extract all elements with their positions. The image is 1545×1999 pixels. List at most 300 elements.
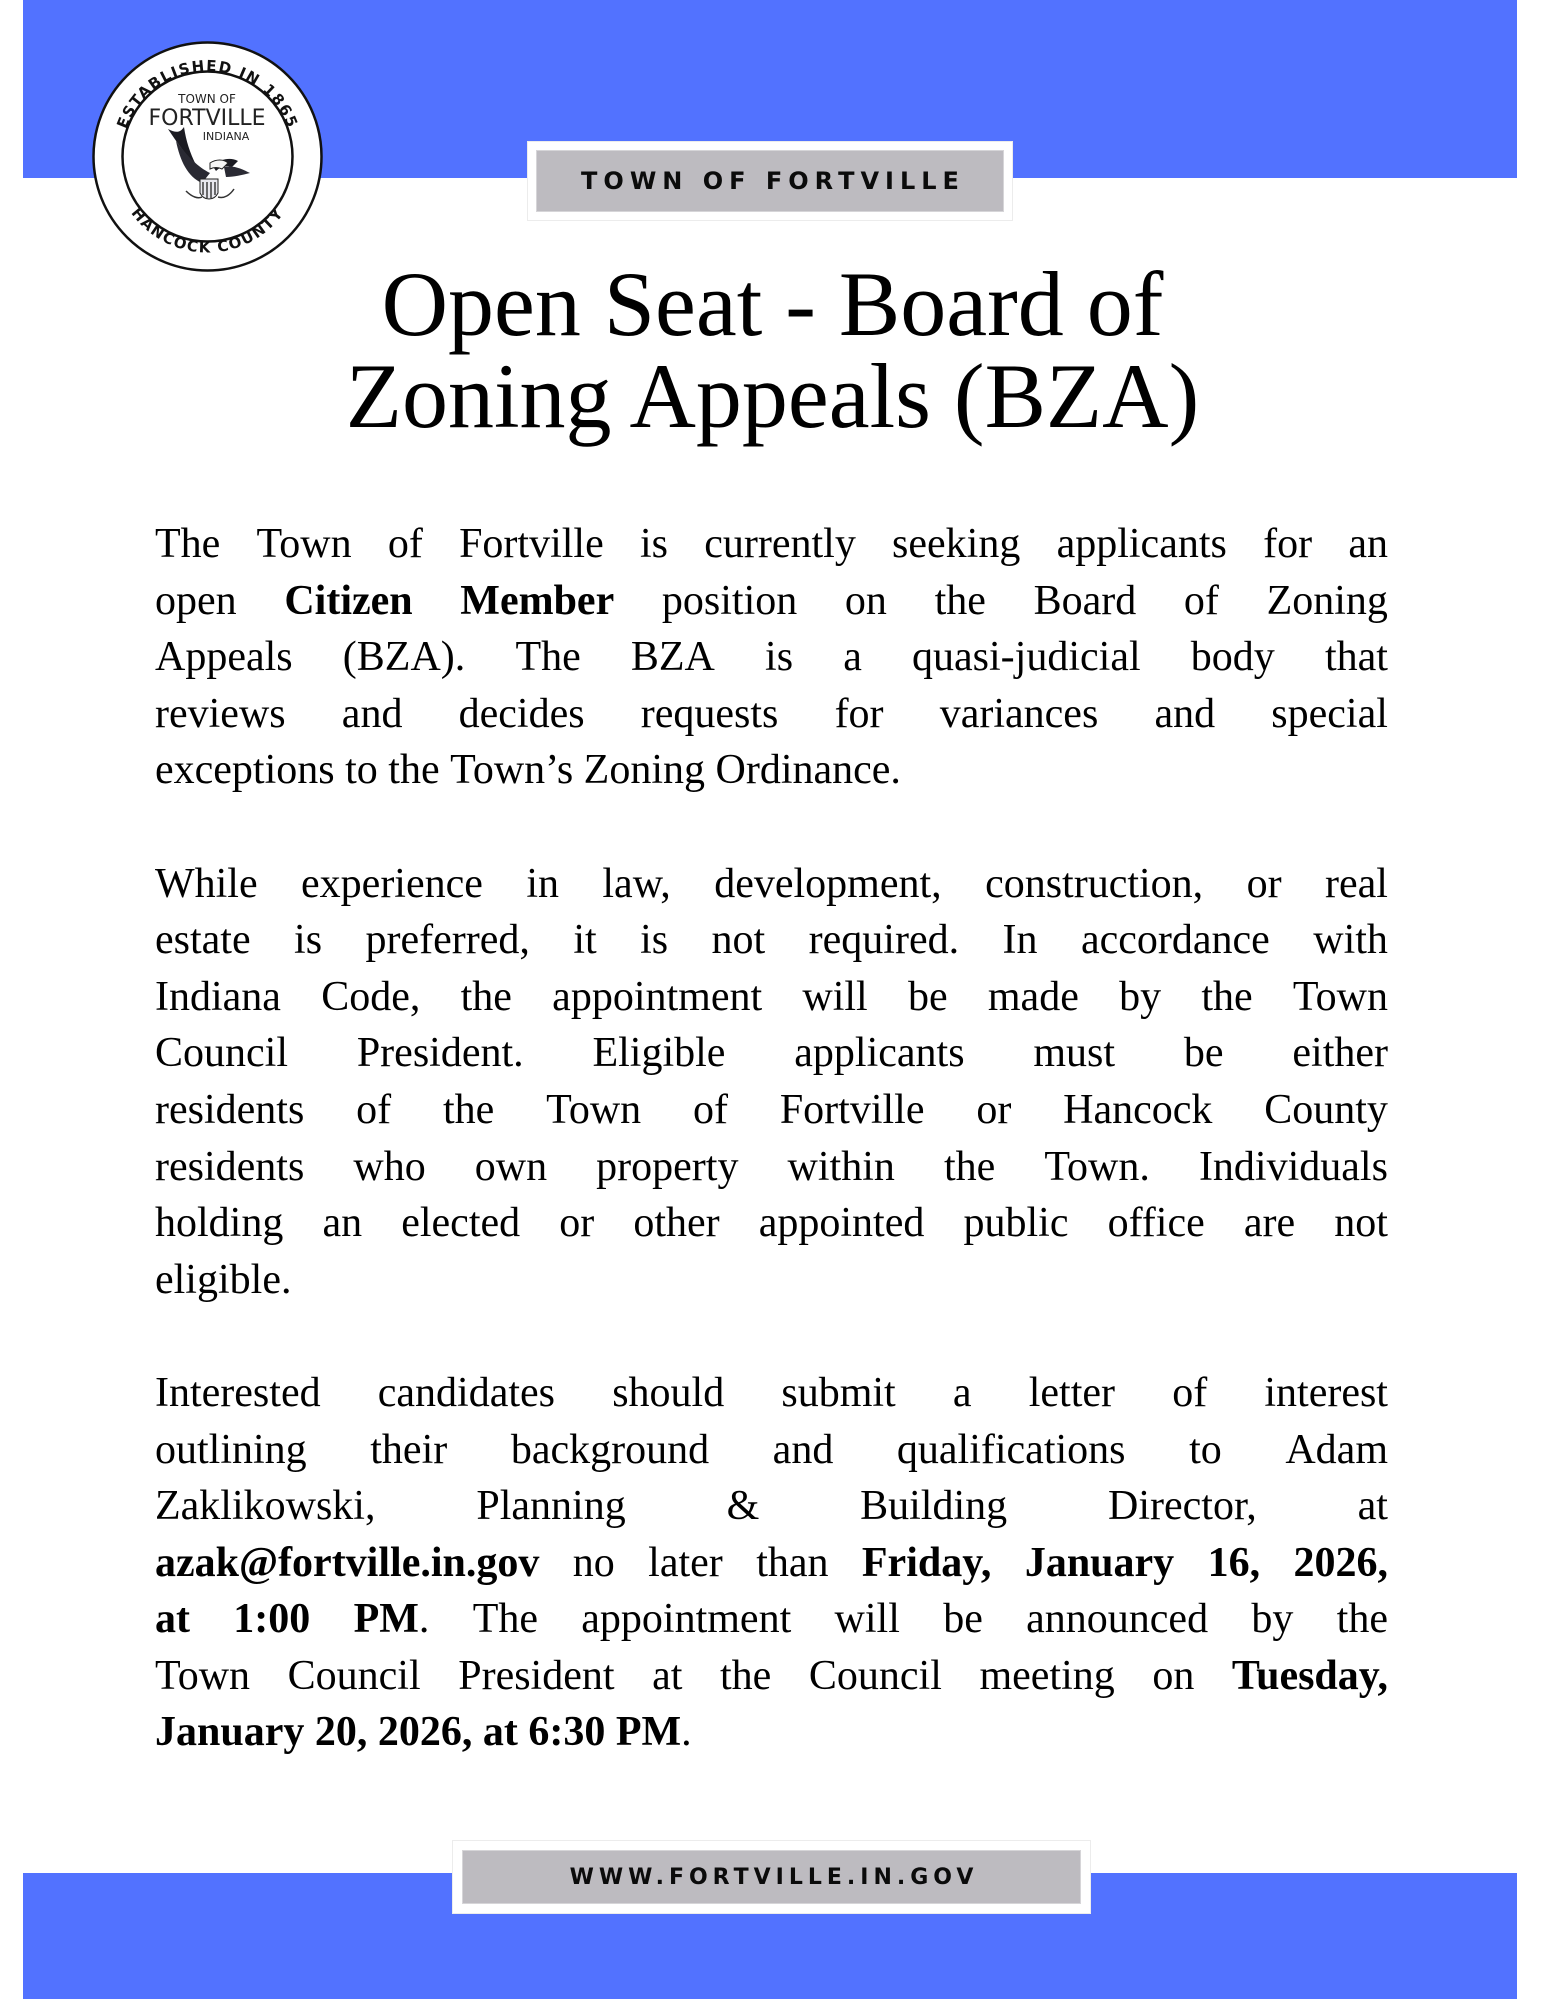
text: quasi-judicial <box>912 634 1141 681</box>
word <box>155 1591 190 1648</box>
text: for <box>834 690 884 737</box>
text: by <box>1119 973 1162 1020</box>
text: & <box>726 1483 760 1530</box>
bold-text: PM <box>353 1596 419 1643</box>
word <box>559 1195 594 1252</box>
text: in <box>526 860 559 907</box>
word <box>943 1591 983 1648</box>
word <box>155 912 251 969</box>
word <box>1208 1535 1261 1592</box>
word <box>473 1591 538 1648</box>
text: or <box>559 1200 595 1247</box>
text: an <box>322 1200 363 1247</box>
text: and <box>341 690 403 737</box>
word <box>155 1365 321 1422</box>
text: is <box>639 521 668 567</box>
word <box>356 1082 391 1139</box>
word <box>1325 629 1388 686</box>
word <box>1337 1591 1388 1648</box>
word <box>155 629 293 686</box>
text: and <box>1154 690 1216 737</box>
text: Building <box>860 1483 1008 1530</box>
text: applicants <box>794 1030 965 1077</box>
word <box>1293 969 1388 1026</box>
word <box>366 912 530 969</box>
word <box>976 1082 1011 1139</box>
text: the <box>460 973 512 1020</box>
text: required. <box>808 917 960 964</box>
text: property <box>596 1143 739 1190</box>
text: seeking <box>892 521 1021 567</box>
text: Interested <box>155 1369 321 1416</box>
word <box>378 1365 555 1422</box>
text: and <box>772 1426 834 1473</box>
word <box>1325 856 1388 913</box>
word <box>988 969 1079 1026</box>
text: Council <box>808 1652 942 1699</box>
word <box>459 516 604 573</box>
text: real <box>1325 860 1388 907</box>
word <box>781 1365 895 1422</box>
text: within <box>787 1143 895 1190</box>
word <box>288 1648 421 1705</box>
paragraph-line <box>155 1025 1388 1082</box>
word <box>1057 516 1227 573</box>
word <box>1184 573 1219 630</box>
word <box>1285 1422 1388 1479</box>
word <box>985 856 1203 913</box>
word <box>1172 1365 1207 1422</box>
text: will <box>834 1596 900 1643</box>
word <box>1152 1648 1194 1705</box>
town-seal-logo <box>92 41 323 272</box>
paragraph-line <box>155 1478 1388 1535</box>
text: the <box>1336 1596 1388 1643</box>
word <box>573 912 596 969</box>
paragraph-line <box>155 1139 1388 1196</box>
text: The <box>515 634 581 681</box>
word <box>979 1648 1114 1705</box>
word <box>388 516 423 573</box>
text: Town <box>546 1086 642 1133</box>
word <box>1003 912 1038 969</box>
word <box>1044 1139 1150 1196</box>
text: the <box>934 577 986 624</box>
text: Zoning <box>583 747 705 794</box>
word <box>1025 1535 1174 1592</box>
text: should <box>612 1369 725 1416</box>
word <box>155 516 220 573</box>
text: Town <box>256 521 352 567</box>
text: Fortville <box>459 521 604 567</box>
word <box>1348 516 1388 573</box>
text: BZA <box>630 634 715 681</box>
paragraph-line <box>155 1365 1388 1422</box>
word <box>1201 969 1252 1026</box>
text: Eligible <box>592 1030 726 1077</box>
word <box>354 1591 430 1648</box>
text: interest <box>1264 1369 1388 1416</box>
word <box>388 742 450 799</box>
text: to <box>1189 1426 1222 1473</box>
word <box>940 686 1099 743</box>
word <box>1029 1365 1115 1422</box>
text: body <box>1190 634 1275 681</box>
word <box>602 856 670 913</box>
text: outlining <box>155 1426 307 1473</box>
word <box>693 1082 728 1139</box>
bold-text: 1:00 <box>233 1596 311 1643</box>
word <box>1313 912 1388 969</box>
text: open <box>155 577 237 624</box>
word <box>714 856 941 913</box>
text: estate <box>155 917 251 964</box>
word <box>511 1422 709 1479</box>
bold-text: at <box>482 1709 518 1756</box>
text: on <box>1152 1652 1195 1699</box>
text: appointment <box>581 1596 792 1643</box>
text: other <box>633 1200 720 1247</box>
word <box>584 742 716 799</box>
text: reviews <box>155 690 286 737</box>
word <box>155 742 345 799</box>
word <box>773 1422 834 1479</box>
word <box>155 1422 307 1479</box>
text: Ordinance. <box>715 747 901 794</box>
paragraph-line <box>155 1648 1388 1705</box>
text: eligible. <box>155 1256 292 1303</box>
word <box>953 1365 972 1422</box>
word <box>155 1139 304 1196</box>
word <box>450 742 584 799</box>
text: Council <box>287 1652 421 1699</box>
text: background <box>510 1426 710 1473</box>
text: development, <box>714 860 942 907</box>
text: it <box>573 917 597 964</box>
bold-text: Citizen <box>284 577 413 624</box>
word <box>897 1422 1126 1479</box>
text: Fortville <box>779 1086 925 1133</box>
header-label-box <box>527 141 1013 221</box>
word <box>662 573 797 630</box>
word <box>155 686 286 743</box>
word <box>727 1478 760 1535</box>
paragraph-intro <box>155 516 1388 799</box>
word <box>1033 1025 1115 1082</box>
word <box>294 912 322 969</box>
text: an <box>1348 521 1388 567</box>
word <box>483 1704 529 1761</box>
text: variances <box>939 690 1099 737</box>
word <box>633 1195 719 1252</box>
word <box>640 912 668 969</box>
word <box>155 573 237 630</box>
bold-text: January <box>155 1709 305 1756</box>
word <box>765 629 793 686</box>
text: Adam <box>1285 1426 1388 1473</box>
word <box>1063 1082 1212 1139</box>
bold-text: Tuesday, <box>1231 1652 1388 1699</box>
text: is <box>765 634 794 681</box>
text: Appeals <box>155 634 293 681</box>
text: than <box>756 1539 829 1586</box>
text: the <box>388 747 440 794</box>
text: law, <box>602 860 671 907</box>
paragraph-line <box>155 1535 1388 1592</box>
word <box>835 1591 900 1648</box>
word <box>720 1648 771 1705</box>
text: elected <box>401 1200 521 1247</box>
text: be <box>943 1596 983 1643</box>
word <box>357 1025 524 1082</box>
text: or <box>1246 860 1282 907</box>
text: President. <box>356 1030 524 1077</box>
text: not <box>1334 1200 1388 1247</box>
word <box>912 629 1141 686</box>
text: applicants <box>1056 521 1227 567</box>
text: at <box>1357 1483 1388 1530</box>
text: at <box>652 1652 683 1699</box>
bold-text: Friday, <box>861 1539 992 1586</box>
text: The <box>472 1596 538 1643</box>
text: Town. <box>1044 1143 1150 1190</box>
word <box>712 912 766 969</box>
text: Zoning <box>1266 577 1388 624</box>
word <box>640 516 668 573</box>
word <box>1294 1535 1389 1592</box>
word <box>443 1082 494 1139</box>
text: appointed <box>758 1200 925 1247</box>
bold-text: PM <box>615 1709 682 1756</box>
word <box>322 1195 362 1252</box>
paragraph-line <box>155 742 1388 799</box>
text: . <box>681 1709 692 1756</box>
word <box>835 686 884 743</box>
text: preferred, <box>365 917 530 964</box>
text: Town’s <box>450 747 574 794</box>
page-title <box>0 253 1545 447</box>
text: of <box>692 1086 728 1133</box>
text: no <box>572 1539 615 1586</box>
text: or <box>976 1086 1012 1133</box>
word <box>515 629 580 686</box>
paragraph-line <box>155 629 1388 686</box>
paragraph-line <box>155 516 1388 573</box>
text: Individuals <box>1198 1143 1388 1190</box>
text: to <box>345 747 378 794</box>
text: Hancock <box>1063 1086 1213 1133</box>
email-link[interactable]: azak@fortville.in.gov <box>155 1539 540 1586</box>
word <box>704 516 856 573</box>
word <box>794 1025 964 1082</box>
word <box>1251 1591 1293 1648</box>
text: holding <box>155 1200 284 1247</box>
word <box>1154 686 1215 743</box>
word <box>343 629 465 686</box>
text: Town <box>155 1652 251 1699</box>
word <box>546 1082 641 1139</box>
text: special <box>1271 690 1388 737</box>
word <box>1244 1195 1295 1252</box>
text: exceptions <box>155 747 335 794</box>
title-line-2: Zoning Appeals (BZA) <box>345 345 1200 447</box>
word <box>1026 1591 1208 1648</box>
word <box>1189 1422 1222 1479</box>
paragraph-line <box>155 1195 1388 1252</box>
word <box>1081 912 1270 969</box>
word <box>756 1535 828 1592</box>
word <box>528 1704 616 1761</box>
word <box>963 1195 1068 1252</box>
word <box>155 1252 291 1309</box>
text: Director, <box>1108 1483 1257 1530</box>
text: Board <box>1033 577 1137 624</box>
word <box>155 1648 250 1705</box>
text: Code, <box>321 973 421 1020</box>
word <box>1184 1025 1224 1082</box>
text: be <box>1183 1030 1224 1077</box>
bold-text: at <box>155 1596 190 1643</box>
text: own <box>474 1143 548 1190</box>
text: While <box>155 860 258 907</box>
text: who <box>353 1143 426 1190</box>
word <box>155 1025 288 1082</box>
word <box>342 686 403 743</box>
word <box>1263 516 1312 573</box>
text: the <box>720 1652 772 1699</box>
bold-text: 2026, <box>1293 1539 1388 1586</box>
text: candidates <box>377 1369 556 1416</box>
word <box>155 1478 375 1535</box>
text: letter <box>1028 1369 1116 1416</box>
word <box>345 742 388 799</box>
paragraph-line <box>155 573 1388 630</box>
website-link[interactable]: WWW.FORTVILLE.IN.GOV <box>462 1850 1081 1904</box>
word <box>284 573 412 630</box>
text: residents <box>155 1143 305 1190</box>
text: made <box>987 973 1079 1020</box>
word <box>321 969 420 1026</box>
text: office <box>1107 1200 1205 1247</box>
word <box>476 1478 625 1535</box>
word <box>641 686 779 743</box>
text: County <box>1264 1086 1388 1133</box>
word <box>1264 1365 1388 1422</box>
text: (BZA). <box>342 634 466 681</box>
text: Council <box>155 1030 288 1077</box>
text: either <box>1292 1030 1388 1077</box>
bold-text: 16, <box>1207 1539 1261 1586</box>
word <box>257 516 352 573</box>
text: construction, <box>985 860 1204 907</box>
text: of <box>387 521 423 567</box>
word <box>1119 969 1161 1026</box>
seal-line-1: TOWN OF <box>178 92 236 106</box>
text: residents <box>155 1086 305 1133</box>
word <box>809 1648 942 1705</box>
word <box>1108 1478 1257 1535</box>
word <box>155 1195 283 1252</box>
word <box>596 1139 738 1196</box>
word <box>1199 1139 1388 1196</box>
word <box>401 1195 520 1252</box>
paragraph-application <box>155 1365 1388 1761</box>
word <box>1191 629 1275 686</box>
word <box>1358 1478 1388 1535</box>
text: the <box>1201 973 1253 1020</box>
text: Indiana <box>155 973 281 1020</box>
paragraph-line <box>155 1591 1388 1648</box>
text: Planning <box>476 1483 626 1530</box>
word <box>155 1082 304 1139</box>
word <box>233 1591 310 1648</box>
word <box>802 969 867 1026</box>
text: decides <box>458 690 585 737</box>
text: that <box>1324 634 1388 681</box>
word <box>552 969 762 1026</box>
text: public <box>963 1200 1069 1247</box>
bold-text: 2026, <box>377 1709 473 1756</box>
text: requests <box>640 690 779 737</box>
seal-line-2: FORTVILLE <box>148 106 266 131</box>
word <box>1108 1195 1205 1252</box>
text: accordance <box>1080 917 1270 964</box>
paragraph-line <box>155 969 1388 1026</box>
header-organization-label: TOWN OF FORTVILLE <box>536 150 1004 212</box>
text: are <box>1243 1200 1296 1247</box>
text: President <box>458 1652 615 1699</box>
word <box>862 1535 992 1592</box>
text: experience <box>301 860 483 907</box>
text: will <box>802 973 868 1020</box>
word <box>370 1422 447 1479</box>
text: position <box>661 577 798 624</box>
word <box>845 573 887 630</box>
word <box>908 969 948 1026</box>
seal-line-3: INDIANA <box>202 130 250 143</box>
paragraph-line <box>155 686 1388 743</box>
word <box>581 1591 791 1648</box>
word <box>155 1535 539 1592</box>
paragraph-line <box>155 1082 1388 1139</box>
word <box>573 1535 615 1592</box>
paragraph-line <box>155 1422 1388 1479</box>
word <box>459 686 585 743</box>
paragraph-line <box>155 1704 1388 1761</box>
bold-text: 20, <box>314 1709 368 1756</box>
text: Zaklikowski, <box>155 1483 376 1530</box>
word <box>460 573 614 630</box>
word <box>1334 1195 1388 1252</box>
word <box>716 742 901 799</box>
word <box>592 1025 725 1082</box>
word <box>788 1139 895 1196</box>
text: their <box>370 1426 448 1473</box>
text: of <box>1183 577 1219 624</box>
paragraph-line <box>155 856 1388 913</box>
word <box>1232 1648 1388 1705</box>
title-line-1: Open Seat - Board of <box>381 253 1164 355</box>
notice-body <box>155 516 1388 1818</box>
word <box>892 516 1020 573</box>
text: for <box>1263 521 1313 567</box>
word <box>612 1365 724 1422</box>
text: is <box>294 917 323 964</box>
text: must <box>1033 1030 1116 1077</box>
word <box>315 1704 378 1761</box>
word <box>378 1704 483 1761</box>
word <box>780 1082 925 1139</box>
